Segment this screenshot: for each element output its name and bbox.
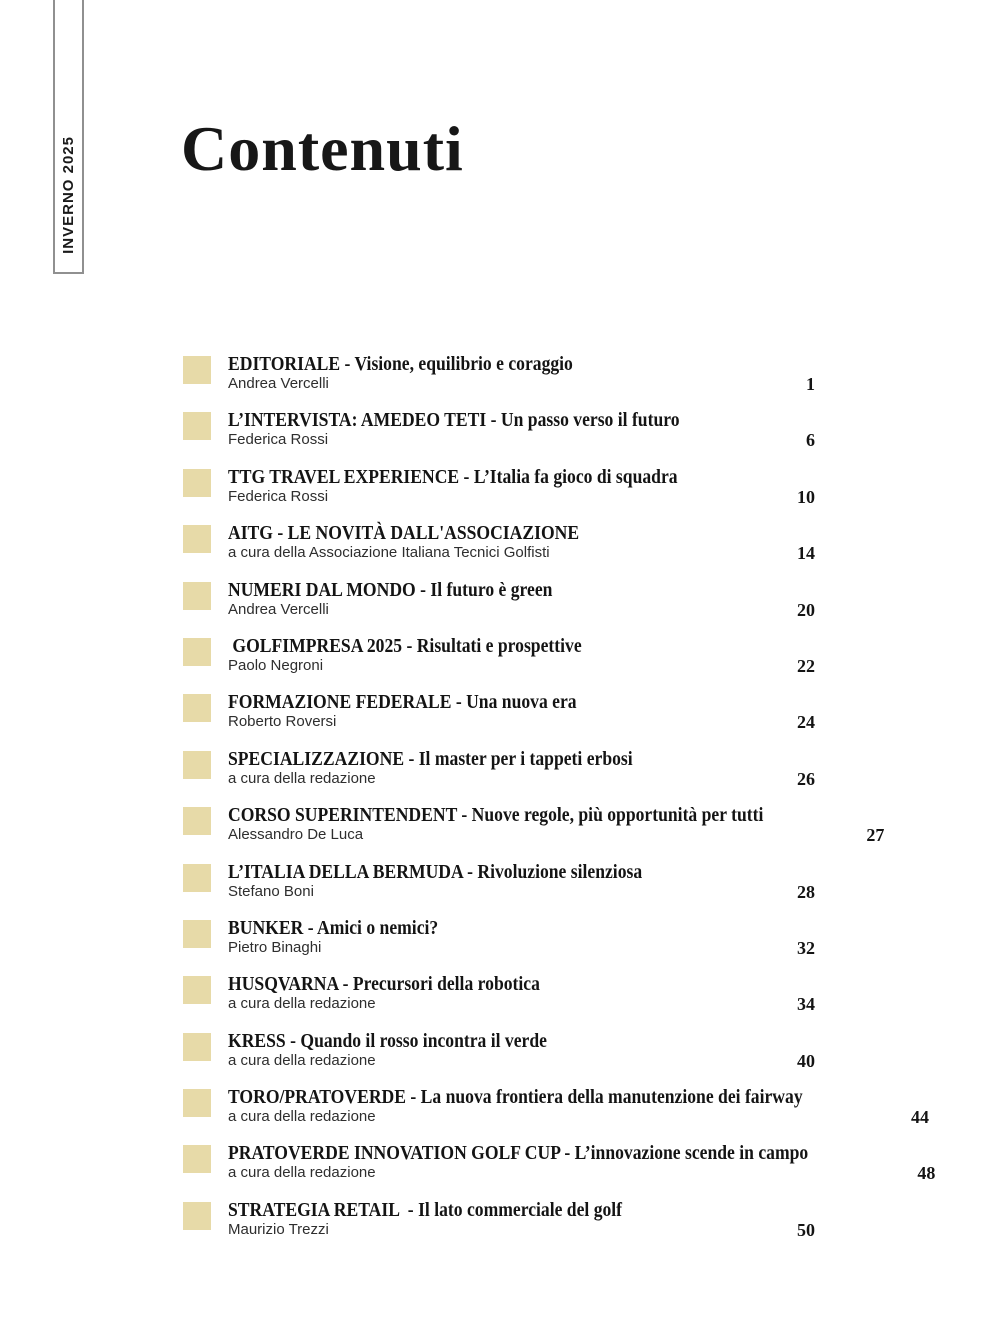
square-col xyxy=(183,580,228,619)
toc-entry xyxy=(183,804,885,846)
accent-square-icon xyxy=(183,807,211,835)
toc-entry-text xyxy=(228,580,767,619)
accent-square-icon xyxy=(183,864,211,892)
toc-entry-page-number: 50 xyxy=(797,1219,815,1240)
toc-entry-title: SPECIALIZZAZIONE - Il master per i tappeti erbosi xyxy=(228,747,633,770)
toc-entry-author: a cura della redazione xyxy=(228,1051,376,1069)
square-col xyxy=(183,692,228,731)
accent-square-icon xyxy=(183,1033,211,1061)
toc-entry-author: Pietro Binaghi xyxy=(228,938,322,956)
square-col xyxy=(183,523,228,562)
square-col xyxy=(183,1087,228,1126)
square-col xyxy=(183,974,228,1013)
accent-square-icon xyxy=(183,694,211,722)
toc-entry-page-number: 1 xyxy=(806,374,815,394)
toc-entry-page-number: 14 xyxy=(797,543,815,564)
toc-entry xyxy=(183,1142,936,1184)
toc-entry-title: AITG - LE NOVITÀ DALL'ASSOCIAZIONE xyxy=(228,522,580,545)
toc-entry-text xyxy=(228,467,767,506)
toc-entry-title: PRATOVERDE INNOVATION GOLF CUP - L’innovazione scende in campo xyxy=(228,1142,809,1165)
toc-entry-page-number: 22 xyxy=(797,655,815,676)
toc-entry-text xyxy=(228,692,767,731)
toc-entry xyxy=(183,862,815,900)
accent-square-icon xyxy=(183,751,211,779)
toc-entry-title: TORO/PRATOVERDE - La nuova frontiera della manutenzione dei fairway xyxy=(228,1086,803,1109)
accent-square-icon xyxy=(183,976,211,1004)
accent-square-icon xyxy=(183,469,211,497)
toc-entry-text xyxy=(228,636,767,675)
toc-entry-page-number: 32 xyxy=(797,937,815,958)
square-col xyxy=(183,749,228,788)
toc-entry-text xyxy=(228,862,767,901)
toc-entry-text xyxy=(228,354,767,393)
toc-entry xyxy=(183,1086,929,1128)
toc-entry-author: a cura della redazione xyxy=(228,1164,376,1182)
toc-entry-author: Paolo Negroni xyxy=(228,656,324,674)
toc-entry-title: GOLFIMPRESA 2025 - Risultati e prospettive xyxy=(228,634,582,657)
toc-list xyxy=(183,353,936,1256)
square-col xyxy=(183,1200,228,1239)
toc-entry-text xyxy=(228,974,767,1013)
accent-square-icon xyxy=(183,1089,211,1117)
toc-entry-author: a cura della Associazione Italiana Tecnici Golfisti xyxy=(228,544,550,562)
toc-entry-text xyxy=(228,1087,881,1126)
toc-entry xyxy=(183,918,815,956)
toc-entry xyxy=(183,1200,815,1238)
toc-entry-page-number: 20 xyxy=(797,599,815,620)
accent-square-icon xyxy=(183,356,211,384)
toc-entry-text xyxy=(228,1143,887,1182)
square-col xyxy=(183,1031,228,1070)
toc-entry-author: Federica Rossi xyxy=(228,487,329,505)
toc-entry xyxy=(183,749,815,787)
toc-entry-title: CORSO SUPERINTENDENT - Nuove regole, più opportunità per tutti xyxy=(228,804,764,827)
toc-entry-title: STRATEGIA RETAIL - Il lato commerciale del golf xyxy=(228,1198,623,1221)
accent-square-icon xyxy=(183,582,211,610)
toc-entry-page-number: 10 xyxy=(797,486,815,507)
toc-entry-author: Federica Rossi xyxy=(228,431,329,449)
toc-entry-title: FORMAZIONE FEDERALE - Una nuova era xyxy=(228,691,577,714)
square-col xyxy=(183,918,228,957)
toc-entry-author: Andrea Vercelli xyxy=(228,375,329,392)
edition-tab xyxy=(53,0,84,274)
square-col xyxy=(183,410,228,449)
square-col xyxy=(183,354,228,393)
toc-entry-author: a cura della redazione xyxy=(228,769,376,787)
square-col xyxy=(183,805,228,844)
toc-entry xyxy=(183,636,815,674)
toc-entry-page-number: 26 xyxy=(797,768,815,789)
toc-entry xyxy=(183,467,815,505)
toc-entry-text xyxy=(228,918,767,957)
toc-entry-page-number: 28 xyxy=(797,881,815,902)
accent-square-icon xyxy=(183,1145,211,1173)
toc-entry-title: NUMERI DAL MONDO - Il futuro è green xyxy=(228,578,553,601)
accent-square-icon xyxy=(183,412,211,440)
toc-entry xyxy=(183,580,815,618)
toc-entry-title: EDITORIALE - Visione, equilibrio e coraggio xyxy=(228,353,573,375)
square-col xyxy=(183,1143,228,1182)
toc-entry-title: KRESS - Quando il rosso incontra il verde xyxy=(228,1029,547,1052)
accent-square-icon xyxy=(183,920,211,948)
page-title: Contenuti xyxy=(181,113,464,184)
square-col xyxy=(183,467,228,506)
toc-entry-author: Maurizio Trezzi xyxy=(228,1220,329,1238)
edition-label: INVERNO 2025 xyxy=(60,136,77,254)
toc-entry-page-number: 24 xyxy=(797,712,815,733)
toc-entry-page-number: 48 xyxy=(917,1163,936,1184)
toc-entry-title: L’INTERVISTA: AMEDEO TETI - Un passo verso il futuro xyxy=(228,409,680,432)
accent-square-icon xyxy=(183,1202,211,1230)
toc-entry-author: Stefano Boni xyxy=(228,882,314,900)
toc-entry-text xyxy=(228,523,767,562)
toc-entry xyxy=(183,354,815,392)
toc-entry-page-number: 40 xyxy=(797,1050,815,1071)
toc-entry-page-number: 34 xyxy=(797,994,815,1015)
toc-entry-title: TTG TRAVEL EXPERIENCE - L’Italia fa gioco di squadra xyxy=(228,465,678,488)
toc-entry-text xyxy=(228,805,836,844)
toc-entry-text xyxy=(228,1031,767,1070)
square-col xyxy=(183,636,228,675)
toc-entry-text xyxy=(228,410,767,449)
toc-entry-title: BUNKER - Amici o nemici? xyxy=(228,916,439,939)
toc-entry-author: Alessandro De Luca xyxy=(228,826,364,844)
accent-square-icon xyxy=(183,638,211,666)
toc-entry-page-number: 27 xyxy=(866,825,885,846)
toc-entry xyxy=(183,973,815,1015)
square-col xyxy=(183,862,228,901)
toc-entry-author: Andrea Vercelli xyxy=(228,600,329,618)
toc-entry-text xyxy=(228,1200,767,1239)
toc-entry-text xyxy=(228,749,767,788)
toc-entry-author: a cura della redazione xyxy=(228,1108,376,1126)
toc-entry-author: a cura della redazione xyxy=(228,995,376,1013)
toc-entry-page-number: 44 xyxy=(910,1107,929,1128)
toc-entry xyxy=(183,409,815,451)
toc-entry-page-number: 6 xyxy=(806,430,815,451)
toc-entry-author: Roberto Roversi xyxy=(228,713,337,731)
toc-entry xyxy=(183,1031,815,1069)
accent-square-icon xyxy=(183,525,211,553)
toc-entry xyxy=(183,522,815,564)
toc-entry-title: HUSQVARNA - Precursori della robotica xyxy=(228,973,540,996)
toc-entry xyxy=(183,691,815,733)
toc-entry-title: L’ITALIA DELLA BERMUDA - Rivoluzione silenziosa xyxy=(228,860,643,883)
